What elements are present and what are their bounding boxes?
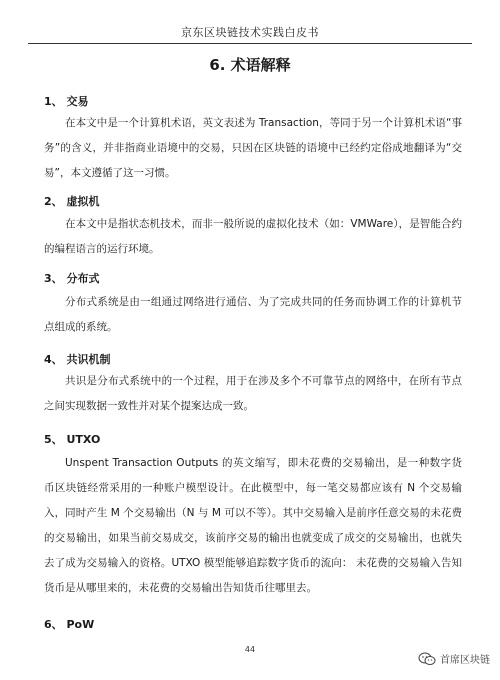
section-paragraph-consensus: 共识是分布式系统中的一个过程，用于在涉及多个不可靠节点的网络中，在所有节点之间实现数据一致性并对某个提案达成一致。 — [44, 375, 462, 412]
section-paragraph-utxo: Unspent Transaction Outputs 的英文缩写，即未花费的交易输出，是一种数字货币区块链经常采用的一种账户模型设计。在此模型中，每一笔交易都应该有 N 个交易输入，同时产生 M 个交易输出（N 与 M 可以不等）。其中交易输入是前序任意交易的未花费的交易输出，如果当前交易成交，该前序交易的输出也就变成了成交的交易输出，也就失去了成为交易输入的资格。UTXO 模型能够追踪数字货币的流向： 未花费的交易输入告知货币是从哪里来的，未花费的交易输出告知货币往哪里去。 — [44, 457, 462, 594]
running-header: 京东区块链技术实践白皮书 — [181, 26, 319, 39]
watermark — [418, 651, 490, 666]
section-paragraph-distributed: 分布式系统是由一组通过网络进行通信、为了完成共同的任务而协调工作的计算机节点组成的系统。 — [44, 296, 462, 333]
watermark-text: 首席区块链 — [440, 655, 490, 666]
section-heading-virtual-machine: 2、 虚拟机 — [44, 195, 100, 208]
page-number: 44 — [244, 645, 256, 654]
header-divider — [28, 43, 472, 44]
section-heading-consensus: 4、 共识机制 — [44, 353, 111, 366]
wechat-icon — [418, 652, 436, 666]
section-heading-transaction: 1、 交易 — [44, 95, 89, 108]
section-paragraph-virtual-machine: 在本文中是指状态机技术，而非一般所说的虚拟化技术（如：VMWare），是智能合约的编程语言的运行环境。 — [44, 218, 462, 255]
page-title: 6. 术语解释 — [209, 56, 291, 74]
section-heading-utxo: 5、 UTXO — [44, 433, 101, 446]
section-paragraph-transaction: 在本文中是一个计算机术语，英文表述为 Transaction，等同于另一个计算机术语“事务”的含义，并非指商业语境中的交易，只因在区块链的语境中已经约定俗成地翻译为“交易”，本文遵循了这一习惯。 — [44, 117, 462, 179]
section-heading-pow: 6、 PoW — [44, 618, 95, 631]
section-heading-distributed: 3、 分布式 — [44, 272, 100, 285]
